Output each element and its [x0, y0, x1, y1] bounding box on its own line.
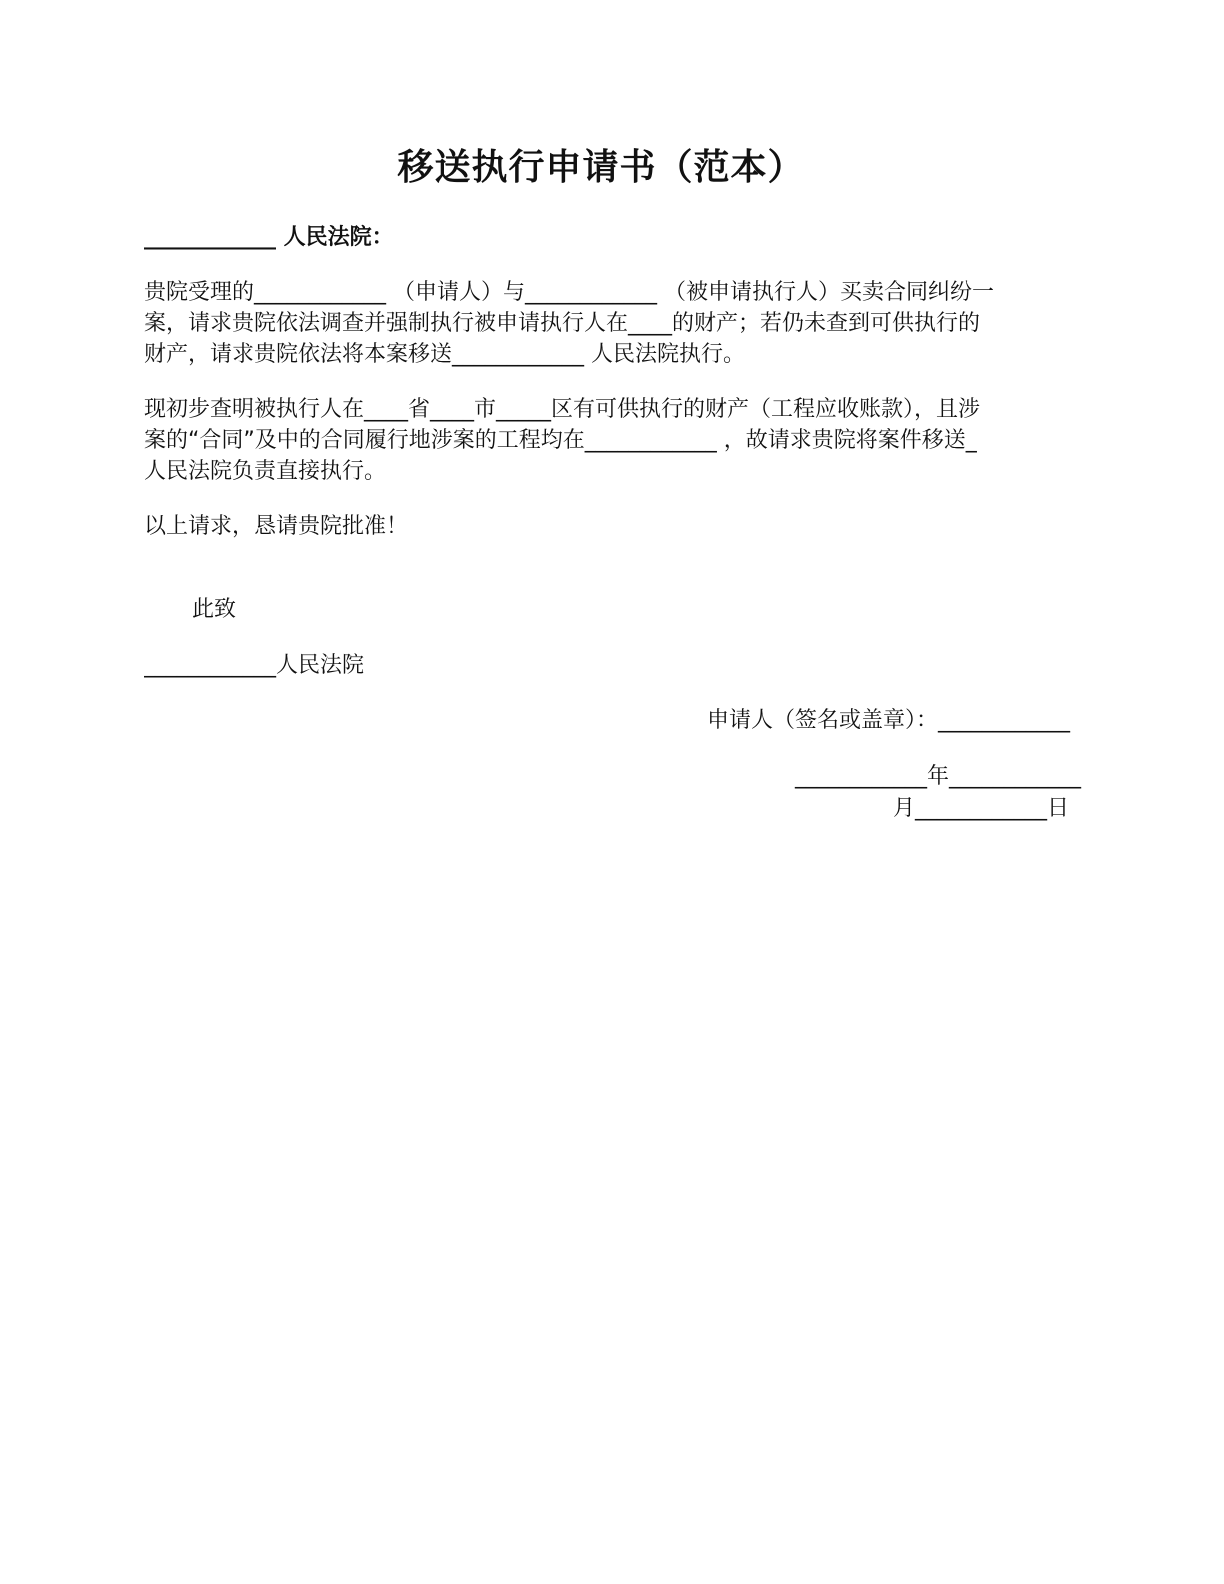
applicant-signature: 申请人（签名或盖章）：____________	[706, 708, 1070, 733]
date-year-line: ____________年____________	[794, 764, 1081, 789]
paragraph-line: 案，请求贵院依法调查并强制执行被申请执行人在____的财产；若仍未查到可供执行的	[144, 311, 981, 336]
findings-paragraph	[144, 394, 1074, 487]
date-month-day-line: 月____________日	[892, 796, 1069, 821]
recipient-court: ____________人民法院	[144, 653, 365, 678]
closing-request: 以上请求，恳请贵院批准！	[144, 514, 409, 539]
document-title: 移送执行申请书（范本）	[397, 147, 805, 188]
paragraph-line: 案的“合同”及中的合同履行地涉案的工程均在____________ ，故请求贵院将案件移送_	[144, 428, 977, 453]
paragraph-line: 贵院受理的____________ （申请人）与____________ （被申请执行人）买卖合同纠纷一	[144, 280, 994, 305]
paragraph-line: 财产，请求贵院依法将本案移送____________ 人民法院执行。	[144, 342, 745, 367]
paragraph-line: 人民法院负责直接执行。	[144, 459, 387, 484]
request-paragraph	[144, 277, 1074, 370]
paragraph-line: 现初步查明被执行人在____省____市_____区有可供执行的财产（工程应收账款），且涉	[144, 397, 981, 422]
addressee-line: ____________ 人民法院：	[144, 225, 394, 250]
salutation-closing: 此致	[192, 597, 237, 622]
